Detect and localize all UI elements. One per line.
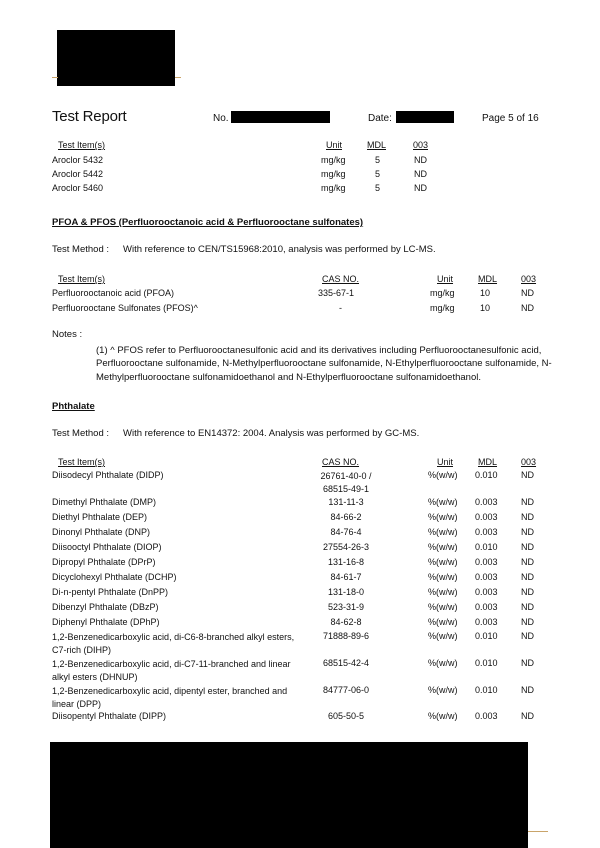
cell-cas: 68515-42-4 — [322, 658, 370, 668]
cell-item: Diisopentyl Phthalate (DIPP) — [52, 711, 167, 721]
table-row — [0, 512, 600, 526]
cell-cas: 84777-06-0 — [322, 685, 370, 695]
table-row — [0, 602, 600, 616]
cell-item: Aroclor 5432 — [52, 155, 104, 165]
table-row — [0, 711, 600, 725]
cell-result: ND — [521, 470, 534, 480]
cell-result: ND — [521, 711, 534, 721]
cell-cas: 131-11-3 — [328, 497, 364, 507]
redacted-report-number — [231, 111, 330, 123]
cell-mdl: 0.010 — [475, 685, 498, 695]
cell-cas: 71888-89-6 — [322, 631, 370, 641]
cell-cas: 605-50-5 — [327, 711, 365, 721]
page-number: Page 5 of 16 — [482, 113, 539, 124]
notes-label: Notes : — [52, 329, 83, 340]
cell-result: ND — [521, 631, 534, 641]
cell-cas: 84-66-2 — [330, 512, 362, 522]
cell-mdl: 0.003 — [475, 587, 498, 597]
cell-item: Diphenyl Phthalate (DPhP) — [52, 617, 160, 627]
cell-item: Perfluorooctanoic acid (PFOA) — [52, 288, 175, 298]
cell-mdl: 10 — [480, 303, 491, 313]
cell-unit: %(w/w) — [428, 658, 458, 668]
col-header-sample: 003 — [521, 457, 537, 467]
cell-mdl: 10 — [480, 288, 491, 298]
col-header-unit: Unit — [437, 457, 454, 467]
col-header-mdl: MDL — [478, 274, 498, 284]
pfoa-test-method — [52, 244, 436, 256]
cell-item: Dimethyl Phthalate (DMP) — [52, 497, 157, 507]
cell-result: ND — [414, 169, 427, 179]
cell-mdl: 0.003 — [475, 512, 498, 522]
col-header-unit: Unit — [326, 140, 343, 150]
cell-mdl: 0.010 — [475, 470, 498, 480]
cell-cas: 523-31-9 — [327, 602, 365, 612]
cell-mdl: 0.003 — [475, 711, 498, 721]
cell-unit: %(w/w) — [428, 602, 458, 612]
table-row — [0, 587, 600, 601]
table-row — [0, 617, 600, 631]
cell-unit: %(w/w) — [428, 631, 458, 641]
cell-item: Aroclor 5442 — [52, 169, 104, 179]
cell-result: ND — [521, 572, 534, 582]
cell-item: Perfluorooctane Sulfonates (PFOS)^ — [52, 303, 198, 313]
cell-result: ND — [521, 617, 534, 627]
col-header-item: Test Item(s) — [58, 274, 106, 284]
report-title: Test Report — [52, 108, 127, 125]
cell-mdl: 0.003 — [475, 572, 498, 582]
redacted-footer — [50, 742, 528, 848]
table-row — [0, 557, 600, 571]
cell-cas: 84-61-7 — [330, 572, 362, 582]
cell-unit: %(w/w) — [428, 470, 458, 480]
cell-result: ND — [521, 685, 534, 695]
cell-result: ND — [521, 542, 534, 552]
cell-result: ND — [521, 512, 534, 522]
phthalate-test-method — [52, 428, 419, 440]
cell-unit: %(w/w) — [428, 557, 458, 567]
table-row — [0, 288, 600, 302]
col-header-item: Test Item(s) — [58, 457, 106, 467]
footer-rule — [528, 831, 548, 832]
cell-mdl: 0.003 — [475, 557, 498, 567]
cell-item: Di-n-pentyl Phthalate (DnPP) — [52, 587, 169, 597]
cell-result: ND — [521, 288, 534, 298]
phthalate-section-heading: Phthalate — [52, 401, 95, 412]
cell-item: 1,2-Benzenedicarboxylic acid, di-C7-11-branched and linear alkyl esters (DHNUP) — [52, 659, 291, 682]
cell-item: Diethyl Phthalate (DEP) — [52, 512, 148, 522]
table-row — [0, 183, 600, 197]
method-label: Test Method : — [52, 244, 110, 255]
table-row — [0, 155, 600, 169]
table-row — [0, 542, 600, 556]
col-header-sample: 003 — [413, 140, 429, 150]
cell-mdl: 0.010 — [475, 542, 498, 552]
cell-item: 1,2-Benzenedicarboxylic acid, dipentyl ester, branched and linear (DPP) — [52, 686, 288, 709]
cell-unit: mg/kg — [321, 155, 346, 165]
cell-cas: 131-18-0 — [327, 587, 365, 597]
table-row — [0, 631, 600, 657]
table-row — [0, 303, 600, 317]
cell-item: Diisooctyl Phthalate (DIOP) — [52, 542, 162, 552]
cell-cas: 84-62-8 — [330, 617, 362, 627]
cell-mdl: 5 — [375, 183, 381, 193]
cell-unit: %(w/w) — [428, 685, 458, 695]
cell-mdl: 5 — [375, 155, 381, 165]
col-header-cas: CAS NO. — [322, 274, 360, 284]
cell-unit: %(w/w) — [428, 497, 458, 507]
cell-item: 1,2-Benzenedicarboxylic acid, di-C6-8-branched alkyl esters, C7-rich (DIHP) — [52, 632, 295, 655]
col-header-mdl: MDL — [367, 140, 387, 150]
cell-unit: mg/kg — [321, 169, 346, 179]
report-no-label: No. — [213, 113, 229, 124]
col-header-mdl: MDL — [478, 457, 498, 467]
cell-mdl: 0.003 — [475, 497, 498, 507]
cell-item: Dinonyl Phthalate (DNP) — [52, 527, 151, 537]
redacted-logo — [57, 30, 175, 86]
col-header-cas: CAS NO. — [322, 457, 360, 467]
cell-unit: %(w/w) — [428, 542, 458, 552]
cell-item: Aroclor 5460 — [52, 183, 104, 193]
cell-unit: %(w/w) — [428, 512, 458, 522]
col-header-unit: Unit — [437, 274, 454, 284]
cell-result: ND — [414, 155, 427, 165]
method-text: With reference to EN14372: 2004. Analysis was performed by GC-MS. — [123, 428, 420, 439]
cell-mdl: 5 — [375, 169, 381, 179]
cell-mdl: 0.010 — [475, 631, 498, 641]
col-header-sample: 003 — [521, 274, 537, 284]
cell-item: Dibenzyl Phthalate (DBzP) — [52, 602, 159, 612]
header-rule-right — [175, 77, 181, 78]
table1-header — [0, 140, 600, 154]
cell-unit: %(w/w) — [428, 572, 458, 582]
cell-mdl: 0.010 — [475, 658, 498, 668]
table-row — [0, 658, 600, 684]
notes-text: (1) ^ PFOS refer to Perfluorooctanesulfonic acid and its derivatives including Perfluorooctanesulfonic acid, Perfluorooctane sulfonamide, N-Methylperfluorooctane sulfonamide, N-Ethylperfluorooctane sulfonamide, N-Methylperfluorooctane sulfonamidoethanol and N-Ethylperfluorooctane sulfonamidoethanol. — [96, 345, 552, 383]
cell-result: ND — [521, 497, 534, 507]
cell-unit: mg/kg — [430, 303, 455, 313]
cell-result: ND — [521, 602, 534, 612]
table-row — [0, 470, 600, 496]
cell-unit: %(w/w) — [428, 527, 458, 537]
pfoa-section-heading: PFOA & PFOS (Perfluorooctanoic acid & Perfluorooctane sulfonates) — [52, 217, 364, 228]
phthalate-table-header — [0, 457, 600, 471]
header-rule-left — [52, 77, 58, 78]
cell-unit: %(w/w) — [428, 617, 458, 627]
table-row — [0, 497, 600, 511]
table-row — [0, 572, 600, 586]
redacted-report-date — [396, 111, 454, 123]
cell-item: Diisodecyl Phthalate (DIDP) — [52, 470, 164, 480]
cell-result: ND — [521, 303, 534, 313]
cell-cas: 131-16-8 — [327, 557, 365, 567]
pfoa-table-header — [0, 274, 600, 288]
cell-unit: %(w/w) — [428, 587, 458, 597]
cell-cas: 26761-40-0 / 68515-49-1 — [320, 471, 372, 494]
cell-mdl: 0.003 — [475, 602, 498, 612]
cell-cas: 84-76-4 — [330, 527, 362, 537]
cell-item: Dicyclohexyl Phthalate (DCHP) — [52, 572, 177, 582]
table-row — [0, 685, 600, 711]
cell-cas: - — [339, 303, 342, 313]
report-date-label: Date: — [368, 113, 392, 124]
cell-result: ND — [521, 527, 534, 537]
table-row — [0, 527, 600, 541]
cell-result: ND — [414, 183, 427, 193]
cell-unit: mg/kg — [430, 288, 455, 298]
cell-cas: 335-67-1 — [318, 288, 355, 298]
cell-unit: mg/kg — [321, 183, 346, 193]
table-row — [0, 169, 600, 183]
cell-mdl: 0.003 — [475, 617, 498, 627]
method-text: With reference to CEN/TS15968:2010, analysis was performed by LC-MS. — [123, 244, 436, 255]
col-header-item: Test Item(s) — [58, 140, 106, 150]
cell-mdl: 0.003 — [475, 527, 498, 537]
method-label: Test Method : — [52, 428, 110, 439]
cell-result: ND — [521, 658, 534, 668]
cell-unit: %(w/w) — [428, 711, 458, 721]
cell-item: Dipropyl Phthalate (DPrP) — [52, 557, 156, 567]
cell-result: ND — [521, 557, 534, 567]
cell-result: ND — [521, 587, 534, 597]
cell-cas: 27554-26-3 — [322, 542, 370, 552]
